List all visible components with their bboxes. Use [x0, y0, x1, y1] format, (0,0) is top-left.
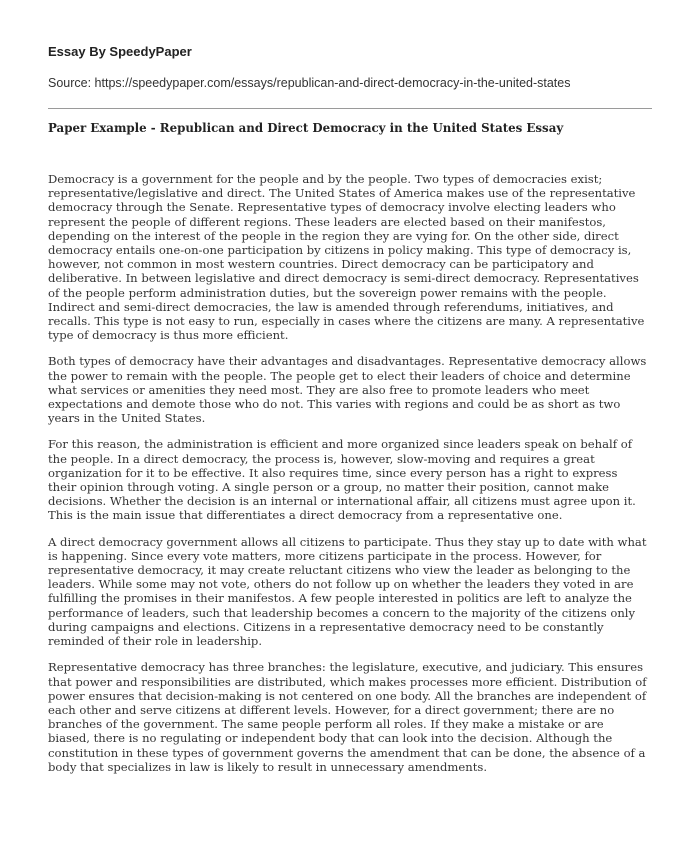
paragraph: Democracy is a government for the people and by the people. Two types of democracies exist; representative/legislative and direct. The United States of America makes use of the representative democracy through the Senate. Representative types of democracy involve electing leaders who represent the people of different regions. These leaders are elected based on their manifestos, depending on the interest of the people in the region they are vying for. On the other side, direct democracy entails one-on-one participation by citizens in policy making. This type of democracy is, however, not common in most western countries. Direct democracy can be participatory and deliberative. In between legislative and direct democracy is semi-direct democracy. Representatives of the people perform administration duties, but the sovereign power remains with the people. Indirect and semi-direct democracies, the law is amended through referendums, initiatives, and recalls. This type is not easy to run, especially in cases where the citizens are many. A representative type of democracy is thus more efficient. [48, 172, 645, 343]
paragraph: Representative democracy has three branches: the legislature, executive, and judiciary. This ensures that power and responsibilities are distributed, which makes processes more efficient. Distribution of power ensures that decision-making is not centered on one body. All the branches are independent of each other and serve citizens at different levels. However, for a direct government; there are no branches of the government. The same people perform all roles. If they make a mistake or are biased, there is no regulating or independent body that can look into the decision. Although the constitution in these types of government governs the amendment that can be done, the absence of a body that specializes in law is likely to result in unnecessary amendments. [48, 660, 647, 774]
source-line: Source: https://speedypaper.com/essays/republican-and-direct-democracy-in-the-united-states [48, 76, 571, 90]
header-divider [48, 108, 652, 109]
paper-title: Paper Example - Republican and Direct Democracy in the United States Essay [48, 121, 564, 135]
essay-body [48, 172, 648, 786]
paragraph: A direct democracy government allows all citizens to participate. Thus they stay up to date with what is happening. Since every vote matters, more citizens participate in the process. However, for representative democracy, it may create reluctant citizens who view the leader as belonging to the leaders. While some may not vote, others do not follow up on whether the leaders they voted in are fulfilling the promises in their manifestos. A few people interested in politics are left to analyze the performance of leaders, such that leadership becomes a concern to the majority of the citizens only during campaigns and elections. Citizens in a representative democracy need to be constantly reminded of their role in leadership. [48, 534, 647, 649]
paragraph: Both types of democracy have their advantages and disadvantages. Representative democracy allows the power to remain with the people. The people get to elect their leaders of choice and determine what services or amenities they need most. They are also free to promote leaders who meet expectations and demote those who do not. This varies with regions and could be as short as two years in the United States. [48, 354, 647, 426]
essay-author-heading: Essay By SpeedyPaper [48, 44, 192, 59]
paragraph: For this reason, the administration is efficient and more organized since leaders speak on behalf of the people. In a direct democracy, the process is, however, slow-moving and requires a great organization for it to be effective. It also requires time, since every person has a right to express their opinion through voting. A single person or a group, no matter their position, cannot make decisions. Whether the decision is an internal or international affair, all citizens must agree upon it. This is the main issue that differentiates a direct democracy from a representative one. [48, 437, 636, 523]
